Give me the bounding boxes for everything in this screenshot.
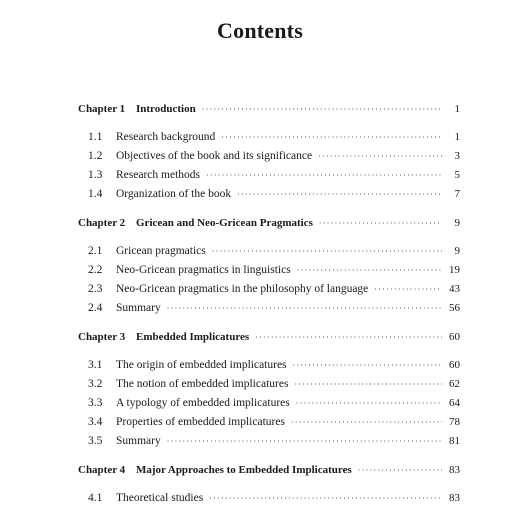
toc-section-3-3[interactable] — [78, 395, 460, 411]
toc-section-2-3[interactable] — [78, 281, 460, 297]
page-number: 64 — [449, 397, 460, 409]
toc-section-3-2[interactable] — [78, 376, 460, 392]
table-of-contents — [78, 0, 460, 520]
dot-leader — [202, 102, 442, 118]
page-number: 7 — [454, 188, 460, 200]
page-number: 19 — [449, 264, 460, 276]
section-number: 1.2 — [88, 150, 103, 162]
toc-section-1-4[interactable] — [78, 186, 460, 202]
dot-leader — [294, 377, 442, 393]
section-number: 1.1 — [88, 131, 103, 143]
chapter-number: Chapter 3 — [78, 331, 126, 343]
section-title: Theoretical studies — [116, 492, 204, 504]
page-number: 78 — [449, 416, 460, 428]
section-title: A typology of embedded implicatures — [116, 397, 290, 409]
dot-leader — [319, 216, 442, 232]
toc-section-3-5[interactable] — [78, 433, 460, 449]
section-title: Summary — [116, 435, 161, 447]
section-number: 2.4 — [88, 302, 103, 314]
section-number: 3.5 — [88, 435, 103, 447]
page-title: Contents — [217, 18, 303, 43]
dot-leader — [358, 463, 442, 479]
chapter-title: Major Approaches to Embedded Implicatures — [136, 464, 352, 476]
toc-chapter-2[interactable] — [78, 215, 460, 231]
dot-leader — [237, 187, 442, 203]
chapter-title: Embedded Implicatures — [136, 331, 250, 343]
dot-leader — [291, 415, 442, 431]
toc-section-1-2[interactable] — [78, 148, 460, 164]
page-number: 9 — [454, 217, 460, 229]
toc-chapter-1[interactable] — [78, 101, 460, 117]
section-title: Research methods — [116, 169, 200, 181]
chapter-number: Chapter 1 — [78, 103, 126, 115]
dot-leader — [167, 434, 442, 450]
page-number: 1 — [454, 103, 460, 115]
dot-leader — [209, 491, 442, 507]
toc-section-3-4[interactable] — [78, 414, 460, 430]
dot-leader — [293, 358, 442, 374]
toc-chapter-4[interactable] — [78, 462, 460, 478]
dot-leader — [255, 330, 442, 346]
page-number: 62 — [449, 378, 460, 390]
toc-section-3-1[interactable] — [78, 357, 460, 373]
section-number: 4.1 — [88, 492, 103, 504]
section-number: 2.2 — [88, 264, 103, 276]
page-number: 56 — [449, 302, 460, 314]
section-number: 3.3 — [88, 397, 103, 409]
dot-leader — [212, 244, 442, 260]
section-number: 2.1 — [88, 245, 103, 257]
section-title: Objectives of the book and its significance — [116, 150, 313, 162]
page-number: 1 — [454, 131, 460, 143]
section-title: Gricean pragmatics — [116, 245, 206, 257]
toc-section-2-2[interactable] — [78, 262, 460, 278]
page-number: 83 — [449, 464, 460, 476]
page-number: 43 — [449, 283, 460, 295]
page-number: 81 — [449, 435, 460, 447]
toc-section-4-1[interactable] — [78, 490, 460, 506]
section-title: Neo-Gricean pragmatics in the philosophy of language — [116, 283, 369, 295]
page-number: 83 — [449, 492, 460, 504]
section-number: 2.3 — [88, 283, 103, 295]
section-number: 3.1 — [88, 359, 103, 371]
section-title: Neo-Gricean pragmatics in linguistics — [116, 264, 291, 276]
page-number: 9 — [454, 245, 460, 257]
section-title: Properties of embedded implicatures — [116, 416, 285, 428]
dot-leader — [167, 301, 442, 317]
dot-leader — [374, 282, 442, 298]
page-number: 60 — [449, 331, 460, 343]
toc-section-2-1[interactable] — [78, 243, 460, 259]
page-number: 60 — [449, 359, 460, 371]
toc-section-1-1[interactable] — [78, 129, 460, 145]
dot-leader — [221, 130, 442, 146]
section-title: The notion of embedded implicatures — [116, 378, 289, 390]
section-title: Organization of the book — [116, 188, 232, 200]
section-number: 1.3 — [88, 169, 103, 181]
section-number: 3.2 — [88, 378, 103, 390]
chapter-title: Gricean and Neo-Gricean Pragmatics — [136, 217, 313, 229]
section-number: 3.4 — [88, 416, 103, 428]
section-number: 1.4 — [88, 188, 103, 200]
page-number: 3 — [454, 150, 460, 162]
toc-chapter-3[interactable] — [78, 329, 460, 345]
toc-section-2-4[interactable] — [78, 300, 460, 316]
section-title: Research background — [116, 131, 216, 143]
chapter-number: Chapter 4 — [78, 464, 126, 476]
chapter-title: Introduction — [136, 103, 196, 115]
section-title: Summary — [116, 302, 161, 314]
dot-leader — [296, 396, 442, 412]
page-number: 5 — [454, 169, 460, 181]
section-title: The origin of embedded implicatures — [116, 359, 287, 371]
dot-leader — [318, 149, 442, 165]
chapter-number: Chapter 2 — [78, 217, 126, 229]
dot-leader — [206, 168, 442, 184]
dot-leader — [297, 263, 442, 279]
toc-section-1-3[interactable] — [78, 167, 460, 183]
